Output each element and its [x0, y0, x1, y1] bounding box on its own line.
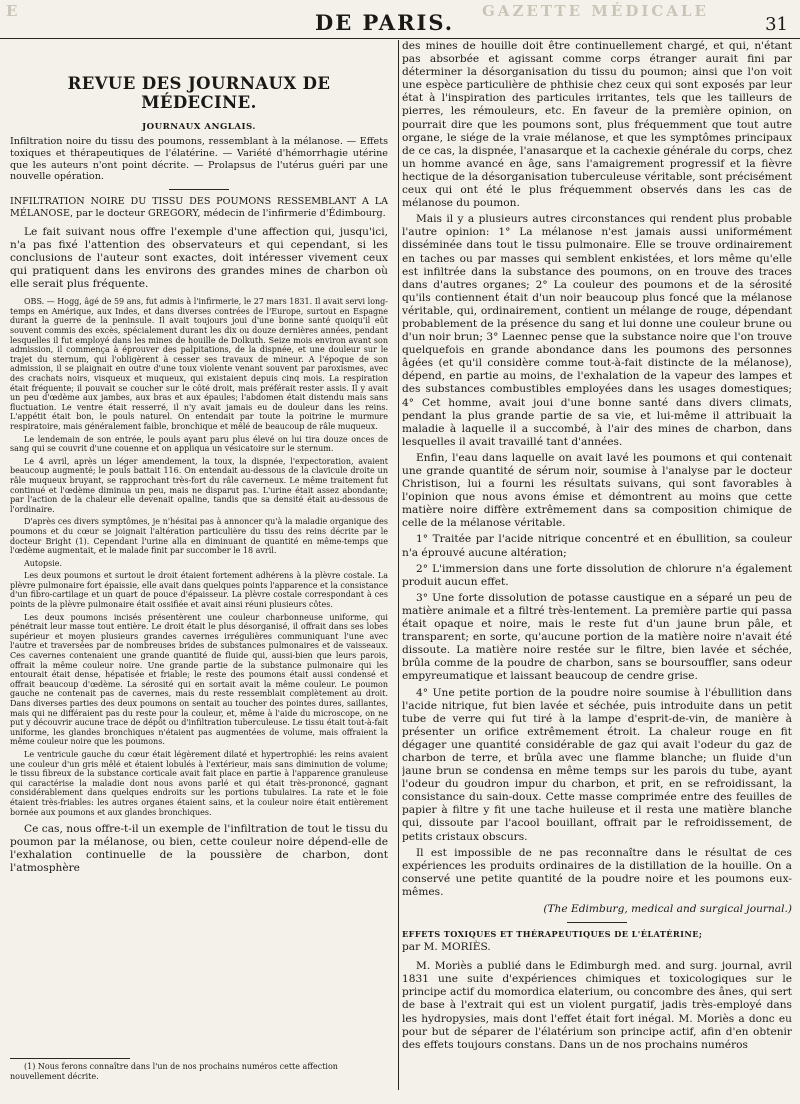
body-paragraph: 1° Traitée par l'acide nitrique concentré et en ébullition, sa couleur n'a éprouvé aucune altération;	[402, 533, 792, 559]
observation-paragraph: Le 4 avril, après un léger amendement, la toux, la dispnée, l'expectoration, avaient beaucoup augmenté; le pouls battait 116. On entendait au-dessous de la clavicule droite un râle muqueux bruyant, se rapprochant très-fort du râle caverneux. Le même traitement fut continué et l'œdème diminua un peu, mais ne disparut pas. L'urine était assez abondante; par l'action de la chaleur elle devenait opaline, tandis que sa densité était au-dessous de l'ordinaire.	[10, 456, 388, 514]
body-paragraph: 2° L'immersion dans une forte dissolution de chlorure n'a également produit aucun effet.	[402, 562, 792, 588]
body-paragraph: Enfin, l'eau dans laquelle on avait lavé les poumons et qui contenait une grande quantité de sérum noir, soumise à l'analyse par le docteur Christison, lui a fourni les résultats suivans, qui sont favorables à l'opinion que nous avons émise et démontrent au moins que cette matière noire diffère extrêmement dans sa composition chimique de celle de la mélanose véritable.	[402, 451, 792, 530]
right-column	[402, 40, 792, 1092]
autopsy-paragraph: Les deux poumons incisés présentèrent une couleur charbonneuse uniforme, qui pénétrait leur masse tout entière. Le droit était le plus désorganisé, il offrait dans ses lobes supérieur et moyen plusieurs grandes cavernes irrégulières communiquant l'une avec l'autre et traversées par de nombreuses brides de substances pulmonaires et de vaisseaux. Ces cavernes contenaient une grande quantité de fluide qui, aussi-bien que leurs parois, offrait la même couleur noire. Une grande partie de la substance pulmonaire qui les entourait était dense, hépatisée et friable; le reste des poumons était aussi condensé et offrait beaucoup d'œdème. La sérosité qui en sortait avait la même couleur. Le poumon gauche ne contenait pas de cavernes, mais du reste ressemblait complètement au droit. Dans diverses parties des deux poumons on sentait au toucher des pointes dures, saillantes, mais qui ne différaient pas du reste pour la couleur, et, même à l'aide du microscope, on ne put y découvrir aucune trace de dépôt ou d'infiltration tuberculeuse. Le tissu était tout-à-fait uniforme, les glandes bronchiques n'étaient pas augmentées de volume, mais offraient la même couleur noire que les poumons.	[10, 612, 388, 747]
autopsy-paragraph: Le ventricule gauche du cœur était légèrement dilaté et hypertrophié: les reins avaient une couleur d'un gris mêlé et étaient lobulés à l'extérieur, mais sans diminution de volume; le tissu fibreux de la substance corticale avait fait place en partie à l'apparence granuleuse qui caractérise la maladie dont nous avons parlé et qui était très-prononcé, gagnant considérablement dans quelques endroits sur les portions tubulaires. La rate et le foie étaient très-friables: les autres organes étaient sains, et la couleur noire était entièrement bornée aux poumons et aux glandes bronchiques.	[10, 749, 388, 817]
observation-paragraph: D'après ces divers symptômes, je n'hésitai pas à annoncer qu'à la maladie organique des poumons et du cœur se joignait l'altération particulière du tissu des reins décrite par le docteur Bright (1). Cependant l'urine alla en diminuant de quantité en même-temps que l'œdème augmentait, et le malade finit par succomber le 18 avril.	[10, 517, 388, 556]
body-paragraph: Mais il y a plusieurs autres circonstances qui rendent plus probable l'autre opinion: 1° La mélanose n'est jamais aussi uniformément disséminée dans tout le tissu pulmonaire. Elle se trouve ordinairement en taches ou par masses qui semblent enkistées, et lors même qu'elle est infiltrée dans la substance des poumons, on en trouve des traces dans d'autres organes; 2° La couleur des poumons et de la sérosité qu'ils contiennent était d'un noir beaucoup plus foncé que la mélanose véritable, qui, ordinairement, contient un mélange de rouge, dépendant probablement de la présence du sang et lui donne une couleur brune ou d'un noir brun; 3° Laennec pense que la substance noire que l'on trouve quelquefois en grande abondance dans les poumons des personnes âgées (et qu'il considère comme tout-à-fait distincte de la mélanose), dépend, en partie au moins, de l'exhalation de la vapeur des lampes et des substances combustibles employées dans les usages domestiques; 4° Cet homme, avait joui d'une bonne santé dans divers climats, pendant la plus grande partie de sa vie, et lui-même il attribuait la maladie à laquelle il a succombé, à l'air des mines de charbon, dans lesquelles il avait travaillé tant d'années.	[402, 213, 792, 448]
body-paragraph: 3° Une forte dissolution de potasse caustique en a séparé un peu de matière animale et a filtré très-lentement. La première partie qui passa était opaque et noire, mais le reste fut d'un jaune brun pâle, et transparent; en sorte, qu'aucune portion de la matière noire n'avait été dissoute. La matière noire restée sur le filtre, bien lavée et séchée, brûla comme de la poudre de charbon, sans se boursouffler, sans odeur empyreumatique et laissant beaucoup de cendre grise.	[402, 591, 792, 683]
source-citation: (The Edimburg, medical and surgical journal.)	[543, 903, 792, 915]
divider	[567, 922, 627, 923]
subsection-title: JOURNAUX ANGLAIS.	[142, 122, 256, 132]
body-paragraph: M. Moriès a publié dans le Edimburgh med. and surg. journal, avril 1831 une suite d'expériences chimiques et toxicologiques sur le principe actif du momordica elaterium, ou concombre des ânes, qui sert de base à l'extrait qui est un violent purgatif, jadis très-employé dans les hydropysies, mais dont l'effet était fort inégal. M. Moriès a donc eu pour but de séparer de l'élatérium son principe actif, afin d'en obtenir des effets toujours constans. Dans un de nos prochains numéros	[402, 960, 792, 1051]
footnote-text: (1) Nous ferons connaître dans l'un de nos prochains numéros cette affection nouvellement décrite.	[10, 1062, 338, 1081]
bleed-through-right: GAZETTE MÉDICALE	[482, 2, 709, 20]
column-rule	[398, 40, 399, 1090]
autopsy-label: Autopsie.	[24, 558, 63, 568]
article-heading: INFILTRATION NOIRE DU TISSU DES POUMONS RESSEMBLANT A LA MÉLANOSE, par le docteur GREGORY, médecin de l'infirmerie d'Édimbourg.	[10, 196, 388, 219]
observation-paragraph: OBS. — Hogg, âgé de 59 ans, fut admis à l'infirmerie, le 27 mars 1831. Il avait servi long-temps en Amérique, aux Indes, et dans diverses contrées de l'Europe, surtout en Espagne durant la guerre de la peninsule. Il avait toujours joui d'une bonne santé quoiqu'il eût souvent commis des excès, spécialement durant les dix ou douze dernières années, pendant lesquelles il fut employé dans les mines de houille de Dolkuth. Seize mois environ avant son admission, il commença à éprouver des palpitations, de la dispnée, et une douleur sur le trajet du sternum, qui l'obligèrent à cesser ses travaux de mineur. A l'époque de son admission, il se plaignait en outre d'une toux violente venant souvent par paroxismes, avec des crachats noirs, visqueux et muqueux, qui existaient depuis cinq mois. La respiration était fréquente; il pouvait se coucher sur le côté droit, mais préférait rester assis. Il y avait un peu d'œdème aux jambes, aux bras et aux épaules; l'abdomen était distendu mais sans fluctuation. Le ventre était resserré, il n'y avait jamais eu de douleur dans les reins. L'appétit était bon, le pouls naturel. On entendait par toute la poitrine le murmure respiratoire, mais généralement faible, bronchique et mêlé de beaucoup de râle muqueux.	[10, 297, 388, 431]
body-paragraph: Il est impossible de ne pas reconnaître dans le résultat de ces expériences les produits ordinaires de la distillation de la houille. On a conservé une petite quantité de la poudre noire et les poumons eux-mêmes.	[402, 846, 792, 898]
footnote-rule	[10, 1058, 130, 1059]
article-author: par M. MORIÈS.	[402, 941, 491, 954]
intro-paragraph: Le fait suivant nous offre l'exemple d'une affection qui, jusqu'ici, n'a pas fixé l'attention des observateurs et qui cependant, si les conclusions de l'auteur sont exactes, doit intéresser vivement ceux qui pratiquent dans les environs des grandes mines de charbon où elle serait plus fréquente.	[10, 225, 388, 291]
bleed-through-left: E	[6, 2, 21, 20]
body-paragraph: 4° Une petite portion de la poudre noire soumise à l'ébullition dans l'acide nitrique, fut bien lavée et séchée, puis introduite dans un petit tube de verre qui fut tiré à la lampe d'esprit-de-vin, de manière à présenter un orifice extrêmement étroit. La chaleur rouge en fit dégager une quantité considérable de gaz qui avait l'odeur du gaz de charbon de terre, et brûla avec une flamme blanche; un fluide d'un jaune brun se condensa en même temps sur les parois du tube, ayant l'odeur du goudron impur du charbon, et prit, en se refroidissant, la consistance du sain-doux. Cette masse comprimée entre des feuilles de papier à filtre y fit une tache huileuse et il resta une matière blanche qui, dissoute par l'acool bouillant, offrait par le refroidissement, de petits cristaux obscurs.	[402, 686, 792, 843]
running-title: DE PARIS.	[315, 10, 455, 35]
left-column	[10, 56, 388, 1096]
observation-paragraph: Le lendemain de son entrée, le pouls ayant paru plus élevé on lui tira douze onces de sang qui se couvrit d'une couenne et on appliqua un vésicatoire sur le sternum.	[10, 434, 388, 454]
summary: Infiltration noire du tissu des poumons, ressemblant à la mélanose. — Effets toxiques et thérapeutiques de l'élatérine. — Variété d'hémorrhagie utérine que les auteurs n'ont point décrite. — Prolapsus de l'utérus guéri par une nouvelle opération.	[10, 136, 388, 183]
divider	[169, 189, 229, 190]
conclusion-paragraph: Ce cas, nous offre-t-il un exemple de l'infiltration de tout le tissu du poumon par la mélanose, ou bien, cette couleur noire dépend-elle de l'exhalation continuelle de la poussière de charbon, dont l'atmosphère	[10, 823, 388, 875]
page-number: 31	[765, 14, 788, 35]
autopsy-paragraph: Les deux poumons et surtout le droit étaient fortement adhérens à la plèvre costale. La plèvre pulmonaire fort épaissie, elle avait dans quelques points l'apparence et la consistance d'un fibro-cartilage et un quart de pouce d'épaisseur. La plèvre costale correspondant à ces points de la plèvre pulmonaire était ossifiée et avait ainsi réuni plusieurs côtes.	[10, 571, 388, 610]
section-title: REVUE DES JOURNAUX DE MÉDECINE.	[67, 74, 331, 112]
footnote	[10, 1058, 388, 1081]
article-heading: EFFETS TOXIQUES ET THÉRAPEUTIQUES DE L'ÉLATÉRINE;	[402, 929, 703, 940]
body-paragraph: des mines de houille doit être continuellement chargé, et qui, n'étant pas absorbée et agissant comme corps étranger aurait fini par déterminer la désorganisation du tissu du poumon; ainsi que l'on voit une espèce particulière de phthisie chez ceux qui sont exposés par leur état à l'inspiration des particules irritantes, tels que les tailleurs de pierres, les rémouleurs, etc. En faveur de la première opinion, on pourrait dire que les poumons sont, plus fréquemment que tout autre organe, le siége de la vraie mélanose, et que les symptômes principaux de ce cas, la dispnée, l'anasarque et la cachexie générale du corps, chez un homme avancé en âge, sans l'amaigrement progressif et la fièvre hectique de la désorganisation tuberculeuse véritable, sont précisément ceux qui ont été le plus fréquemment observés dans les cas de mélanose du poumon.	[402, 40, 792, 210]
page-header	[0, 0, 800, 39]
